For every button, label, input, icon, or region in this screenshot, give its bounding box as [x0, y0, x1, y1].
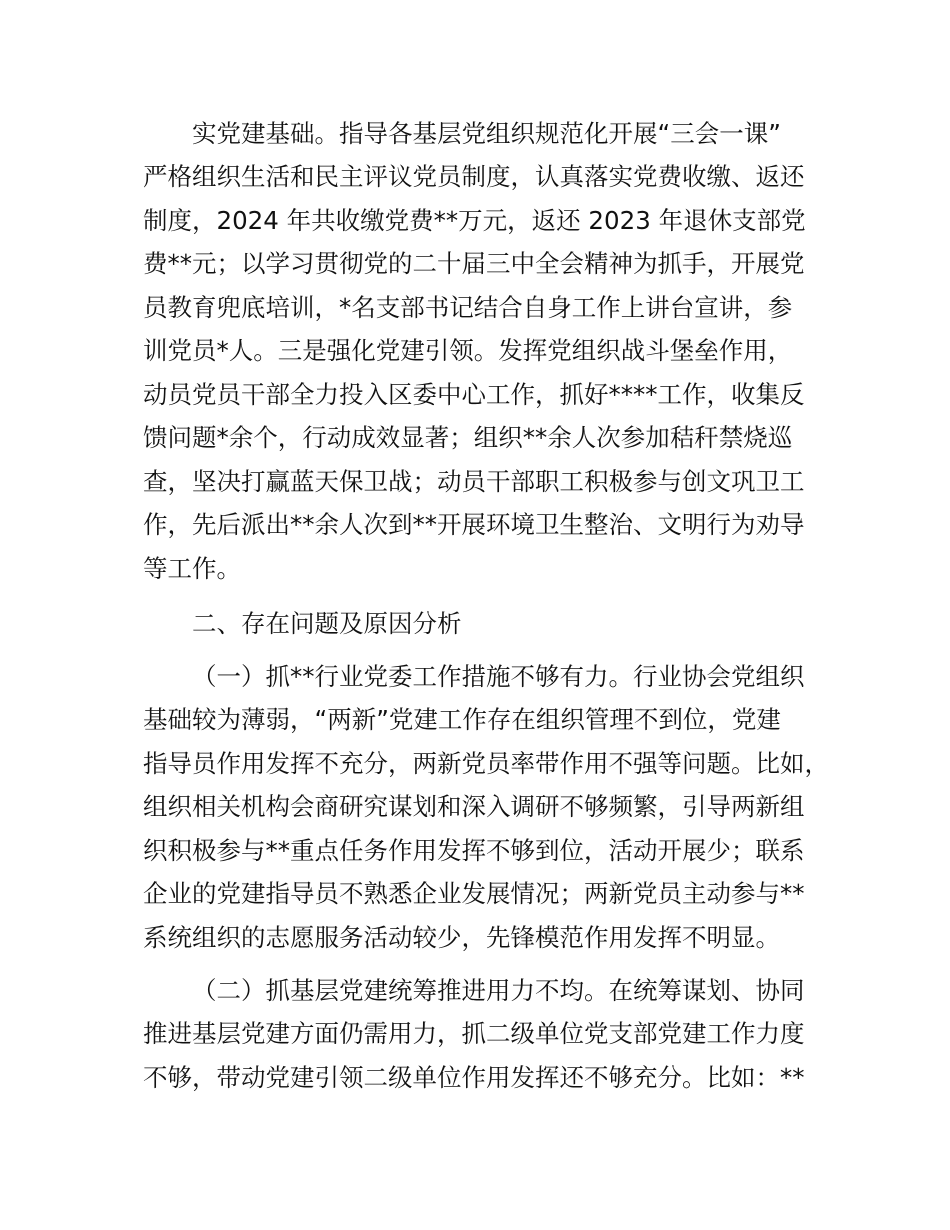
paragraph-line: 组织相关机构会商研究谋划和深入调研不够频繁，引导两新组: [143, 792, 805, 821]
paragraph-line: 作，先后派出**余人次到**开展环境卫生整治、文明行为劝导: [143, 510, 805, 539]
paragraph-line: （二）抓基层党建统筹推进用力不均。在统筹谋划、协同: [192, 976, 805, 1005]
paragraph-line: 织积极参与**重点任务作用发挥不够到位，活动开展少；联系: [143, 836, 805, 865]
paragraph-line: （一）抓**行业党委工作措施不够有力。行业协会党组织: [192, 662, 805, 691]
paragraph-line: 费**元；以学习贯彻党的二十届三中全会精神为抓手，开展党: [143, 249, 805, 278]
paragraph-line: 推进基层党建方面仍需用力，抓二级单位党支部党建工作力度: [143, 1019, 805, 1048]
paragraph-line: 等工作。: [143, 554, 241, 583]
paragraph-line: 指导员作用发挥不充分，两新党员率带作用不强等问题。比如，: [143, 749, 829, 778]
paragraph-line: 馈问题*余个，行动成效显著；组织**余人次参加秸秆禁烧巡: [143, 423, 793, 452]
paragraph-line: 制度，2024 年共收缴党费**万元，返还 2023 年退休支部党: [143, 206, 806, 235]
paragraph-line: 实党建基础。指导各基层党组织规范化开展“三会一课”: [192, 119, 781, 148]
paragraph-line: 严格组织生活和民主评议党员制度，认真落实党费收缴、返还: [143, 162, 805, 191]
paragraph-line: 企业的党建指导员不熟悉企业发展情况；两新党员主动参与**: [143, 879, 805, 908]
paragraph-line: 不够，带动党建引领二级单位作用发挥还不够充分。比如：**: [143, 1063, 805, 1092]
paragraph-line: 训党员*人。三是强化党建引领。发挥党组织战斗堡垒作用，: [143, 336, 793, 365]
section-heading: 二、存在问题及原因分析: [192, 609, 462, 638]
paragraph-line: 动员党员干部全力投入区委中心工作，抓好****工作，收集反: [143, 380, 805, 409]
paragraph-line: 系统组织的志愿服务活动较少，先锋模范作用发挥不明显。: [143, 923, 780, 952]
paragraph-line: 基础较为薄弱，“两新”党建工作存在组织管理不到位，党建: [143, 705, 781, 734]
paragraph-line: 员教育兜底培训，*名支部书记结合自身工作上讲台宣讲，参: [143, 293, 793, 322]
paragraph-line: 查，坚决打赢蓝天保卫战；动员干部职工积极参与创文巩卫工: [143, 467, 805, 496]
